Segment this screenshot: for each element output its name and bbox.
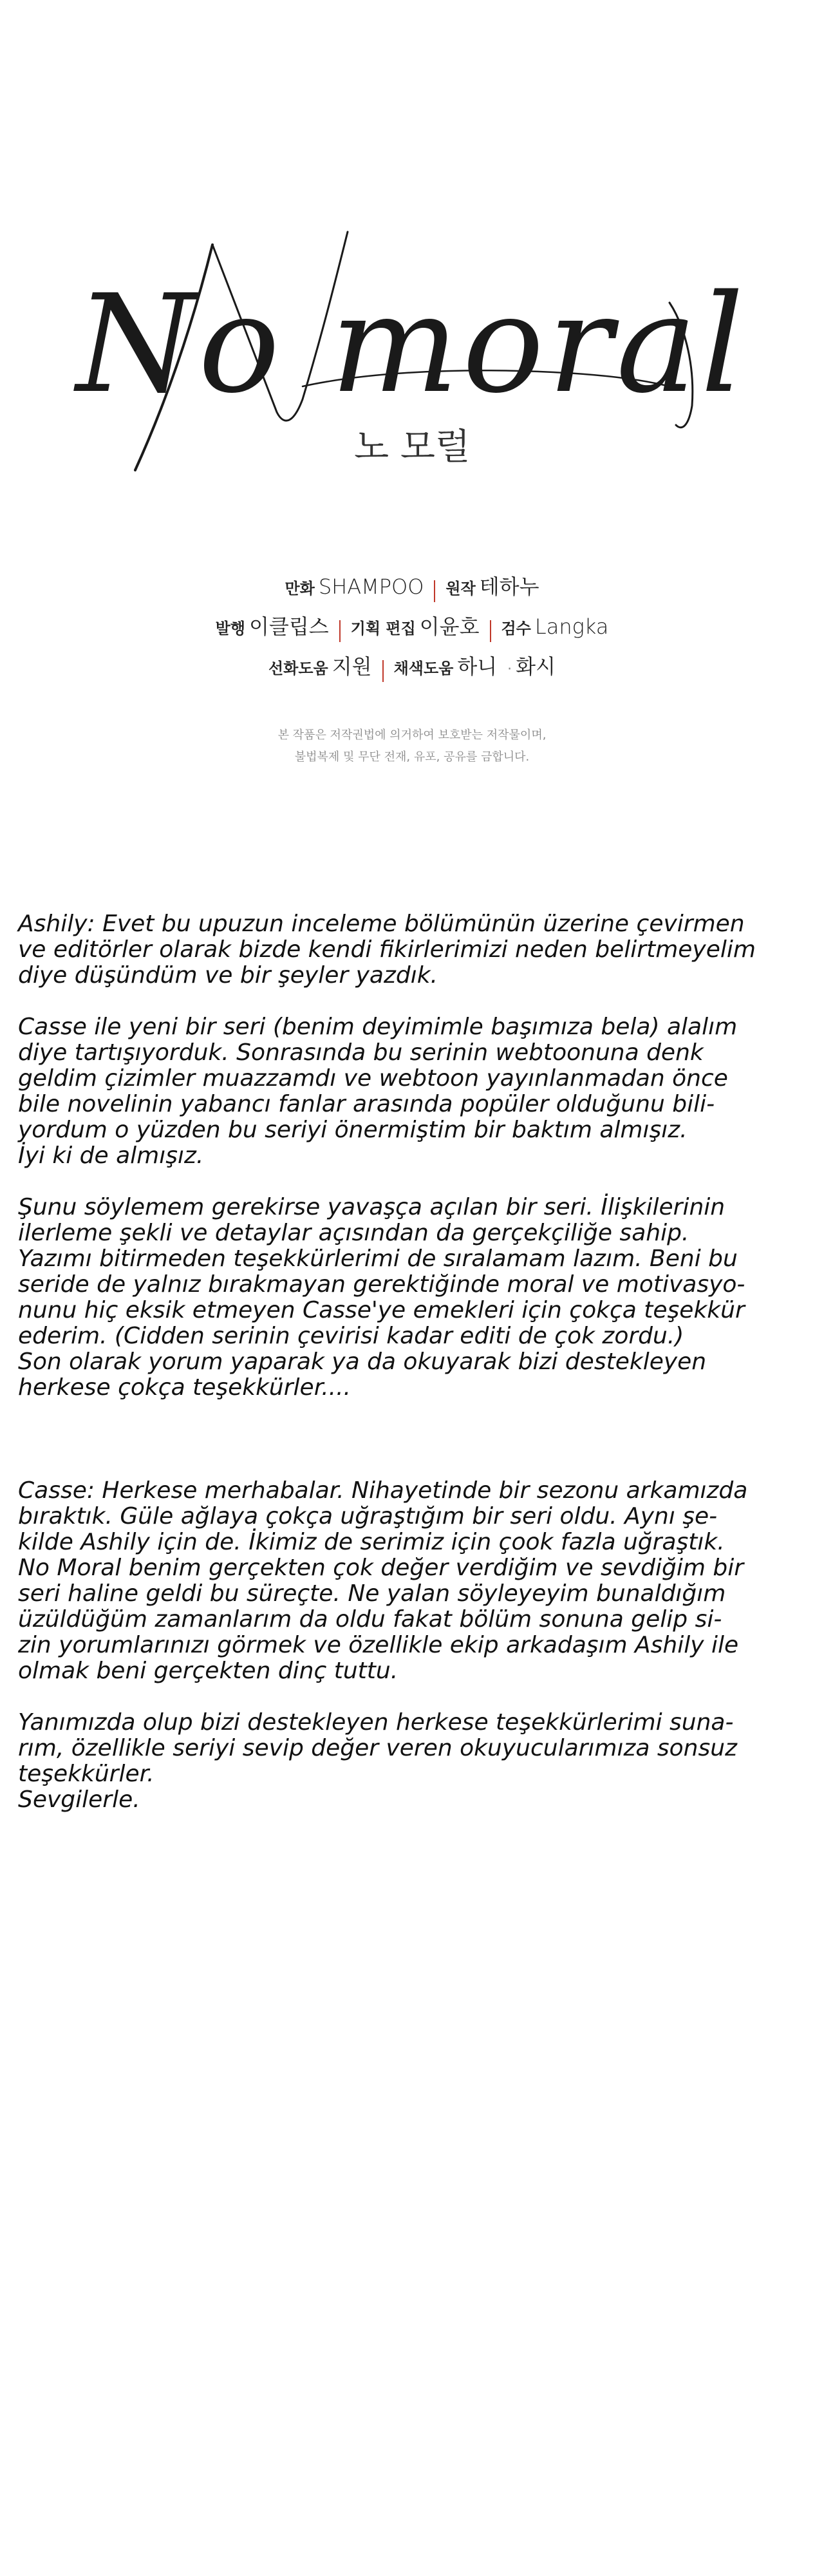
text-line: Yazımı bitirmeden teşekkürlerimi de sıralamam lazım. Beni bu (18, 1245, 738, 1272)
text-line: Ashily: Evet bu upuzun inceleme bölümünün üzerine çevirmen (18, 911, 745, 937)
credit-value: 이윤호 (419, 614, 480, 639)
copyright-notice (0, 724, 824, 768)
korean-subtitle: 노 모럴 (353, 426, 471, 468)
credit-label: 발행 (215, 620, 245, 638)
text-line: diye tartışıyorduk. Sonrasında bu serinin webtoonuna denk (18, 1039, 704, 1066)
credit-row (0, 567, 824, 607)
credit-label: 원작 (445, 580, 476, 598)
dot-separator: · (507, 661, 512, 677)
credit-label: 채색도움 (393, 659, 454, 677)
credit-value: Langka (534, 614, 609, 639)
credits-block (0, 567, 824, 687)
text-line: teşekkürler. (18, 1761, 154, 1787)
credit-label: 검수 (501, 620, 531, 638)
text-line: ederim. (Cidden serinin çevirisi kadar editi de çok zordu.) (18, 1323, 684, 1349)
text-line: Son olarak yorum yaparak ya da okuyarak bizi destekleyen (18, 1349, 707, 1375)
text-line: herkese çokça teşekkürler.... (18, 1374, 351, 1401)
text-line: Yanımızda olup bizi destekleyen herkese teşekkürlerimi suna- (18, 1709, 734, 1736)
text-line: ve editörler olarak bizde kendi fikirlerimizi neden belirtmeyelim (18, 936, 756, 963)
ashily-paragraph-2 (18, 1014, 806, 1169)
credit-label: 선화도움 (268, 659, 328, 677)
spacer (18, 1426, 806, 1478)
notice-line: 불법복제 및 무단 전재, 유포, 공유를 금합니다. (294, 750, 530, 764)
text-line: bıraktık. Güle ağlaya çokça uğraştığım bir seri oldu. Aynı şe- (18, 1503, 718, 1530)
text-line: seride de yalnız bırakmayan gerektiğinde moral ve motivasyo- (18, 1271, 745, 1298)
divider (490, 620, 491, 642)
text-line: rım, özellikle seriyi sevip değer veren okuyucularımıza sonsuz (18, 1735, 737, 1761)
text-line: yordum o yüzden bu seriyi önermiştim bir baktım almışız. (18, 1117, 688, 1143)
credit-value: 하니 (457, 654, 498, 679)
credit-label: 기획 편집 (350, 620, 416, 638)
casse-paragraph-1 (18, 1478, 806, 1684)
credit-value: 지원 (332, 654, 372, 679)
divider (339, 620, 341, 642)
text-line: No Moral benim gerçekten çok değer verdiğim ve sevdiğim bir (18, 1555, 744, 1581)
text-line: İyi ki de almışız. (18, 1142, 204, 1169)
credit-row (0, 647, 824, 687)
text-line: kilde Ashily için de. İkimiz de serimiz için çook fazla uğraştık. (18, 1529, 725, 1555)
credit-value: 테하누 (479, 574, 539, 599)
credit-value: 이클립스 (249, 614, 329, 639)
text-line: geldim çizimler muazzamdı ve webtoon yayınlanmadan önce (18, 1065, 728, 1092)
divider (434, 580, 435, 602)
text-line: diye düşündüm ve bir şeyler yazdık. (18, 962, 438, 989)
credit-label: 만화 (285, 580, 315, 598)
text-line: bile novelinin yabancı fanlar arasında popüler olduğunu bili- (18, 1091, 715, 1117)
logo-title: No moral (76, 265, 748, 423)
text-line: Şunu söylemem gerekirse yavaşça açılan bir seri. İlişkilerinin (18, 1194, 726, 1220)
text-line: üzüldüğüm zamanlarım da oldu fakat bölüm sonuna gelip si- (18, 1606, 722, 1633)
casse-paragraph-2 (18, 1710, 806, 1813)
text-line: olmak beni gerçekten dinç tuttu. (18, 1658, 398, 1684)
ashily-paragraph-1 (18, 911, 806, 989)
text-line: nunu hiç eksik etmeyen Casse'ye emekleri için çokça teşekkür (18, 1297, 745, 1323)
translator-notes (18, 911, 806, 1839)
text-line: Casse ile yeni bir seri (benim deyimimle başımıza bela) alalım (18, 1014, 738, 1040)
text-line: zin yorumlarınızı görmek ve özellikle ekip arkadaşım Ashily ile (18, 1632, 739, 1658)
text-line: ilerleme şekli ve detaylar açısından da gerçekçiliğe sahip. (18, 1220, 689, 1246)
credit-value: SHAMPOO (318, 574, 424, 599)
text-line: seri haline geldi bu süreçte. Ne yalan söyleyeyim bunaldığım (18, 1580, 726, 1607)
notice-line: 본 작품은 저작권법에 의거하여 보호받는 저작물이며, (277, 728, 547, 742)
ashily-paragraph-3 (18, 1195, 806, 1401)
credit-value: 화시 (516, 654, 556, 679)
credit-row (0, 607, 824, 647)
text-line: Casse: Herkese merhabalar. Nihayetinde bir sezonu arkamızda (18, 1477, 748, 1504)
text-line: Sevgilerle. (18, 1786, 140, 1813)
divider (382, 660, 384, 682)
